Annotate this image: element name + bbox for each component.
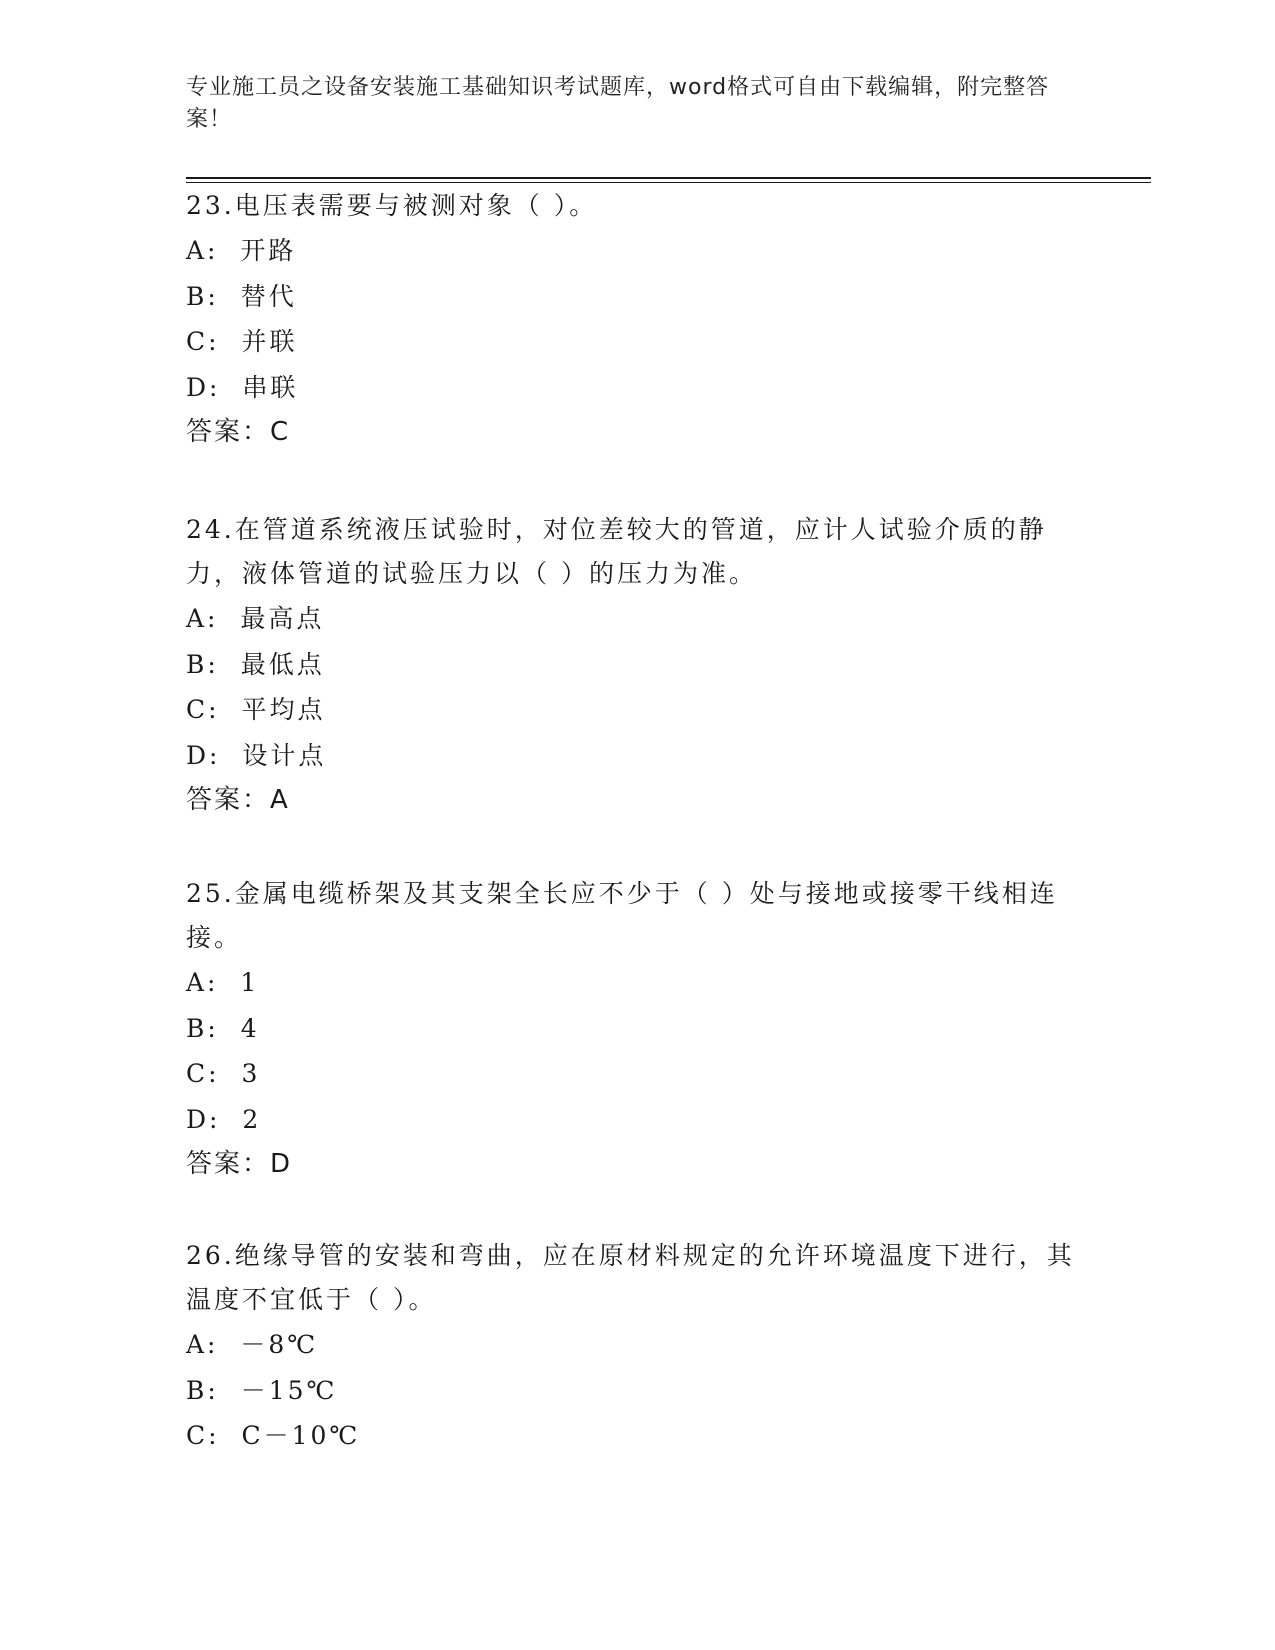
header-divider-thick bbox=[186, 177, 1151, 179]
header-divider-thin bbox=[186, 182, 1151, 183]
option-c: C: 平均点 bbox=[186, 695, 326, 724]
question-26 bbox=[186, 1234, 1086, 1459]
option-c: C: 3 bbox=[186, 1059, 261, 1088]
question-stem: 24.在管道系统液压试验时，对位差较大的管道，应计人试验介质的静力，液体管道的试验压力以（ ）的压力为准。 bbox=[186, 515, 1047, 588]
document-header: 专业施工员之设备安装施工基础知识考试题库，word格式可自由下载编辑，附完整答案！ bbox=[186, 75, 1050, 132]
option-b: B: 替代 bbox=[186, 281, 297, 311]
question-stem: 26.绝缘导管的安装和弯曲，应在原材料规定的允许环境温度下进行，其温度不宜低于（ ）。 bbox=[186, 1241, 1075, 1314]
question-24 bbox=[186, 508, 1086, 823]
answer: 答案：C bbox=[186, 417, 291, 447]
question-23 bbox=[186, 184, 1086, 455]
question-stem: 23.电压表需要与被测对象（ ）。 bbox=[186, 191, 598, 220]
option-b: B: －15℃ bbox=[186, 1375, 338, 1405]
option-c: C: 并联 bbox=[186, 327, 298, 356]
option-a: A: 最高点 bbox=[186, 604, 325, 633]
option-a: A: 1 bbox=[186, 968, 260, 997]
answer: 答案：D bbox=[186, 1149, 293, 1179]
answer: 答案：A bbox=[186, 785, 290, 815]
option-c: C: C－10℃ bbox=[186, 1421, 361, 1450]
question-stem: 25.金属电缆桥架及其支架全长应不少于（ ）处与接地或接零干线相连接。 bbox=[186, 879, 1058, 952]
option-d: D: 串联 bbox=[186, 372, 299, 402]
option-a: A: －8℃ bbox=[186, 1330, 319, 1359]
option-b: B: 最低点 bbox=[186, 649, 325, 679]
option-a: A: 开路 bbox=[186, 236, 297, 265]
option-d: D: 设计点 bbox=[186, 740, 327, 770]
option-b: B: 4 bbox=[186, 1013, 260, 1043]
question-25 bbox=[186, 872, 1086, 1187]
option-d: D: 2 bbox=[186, 1104, 262, 1134]
